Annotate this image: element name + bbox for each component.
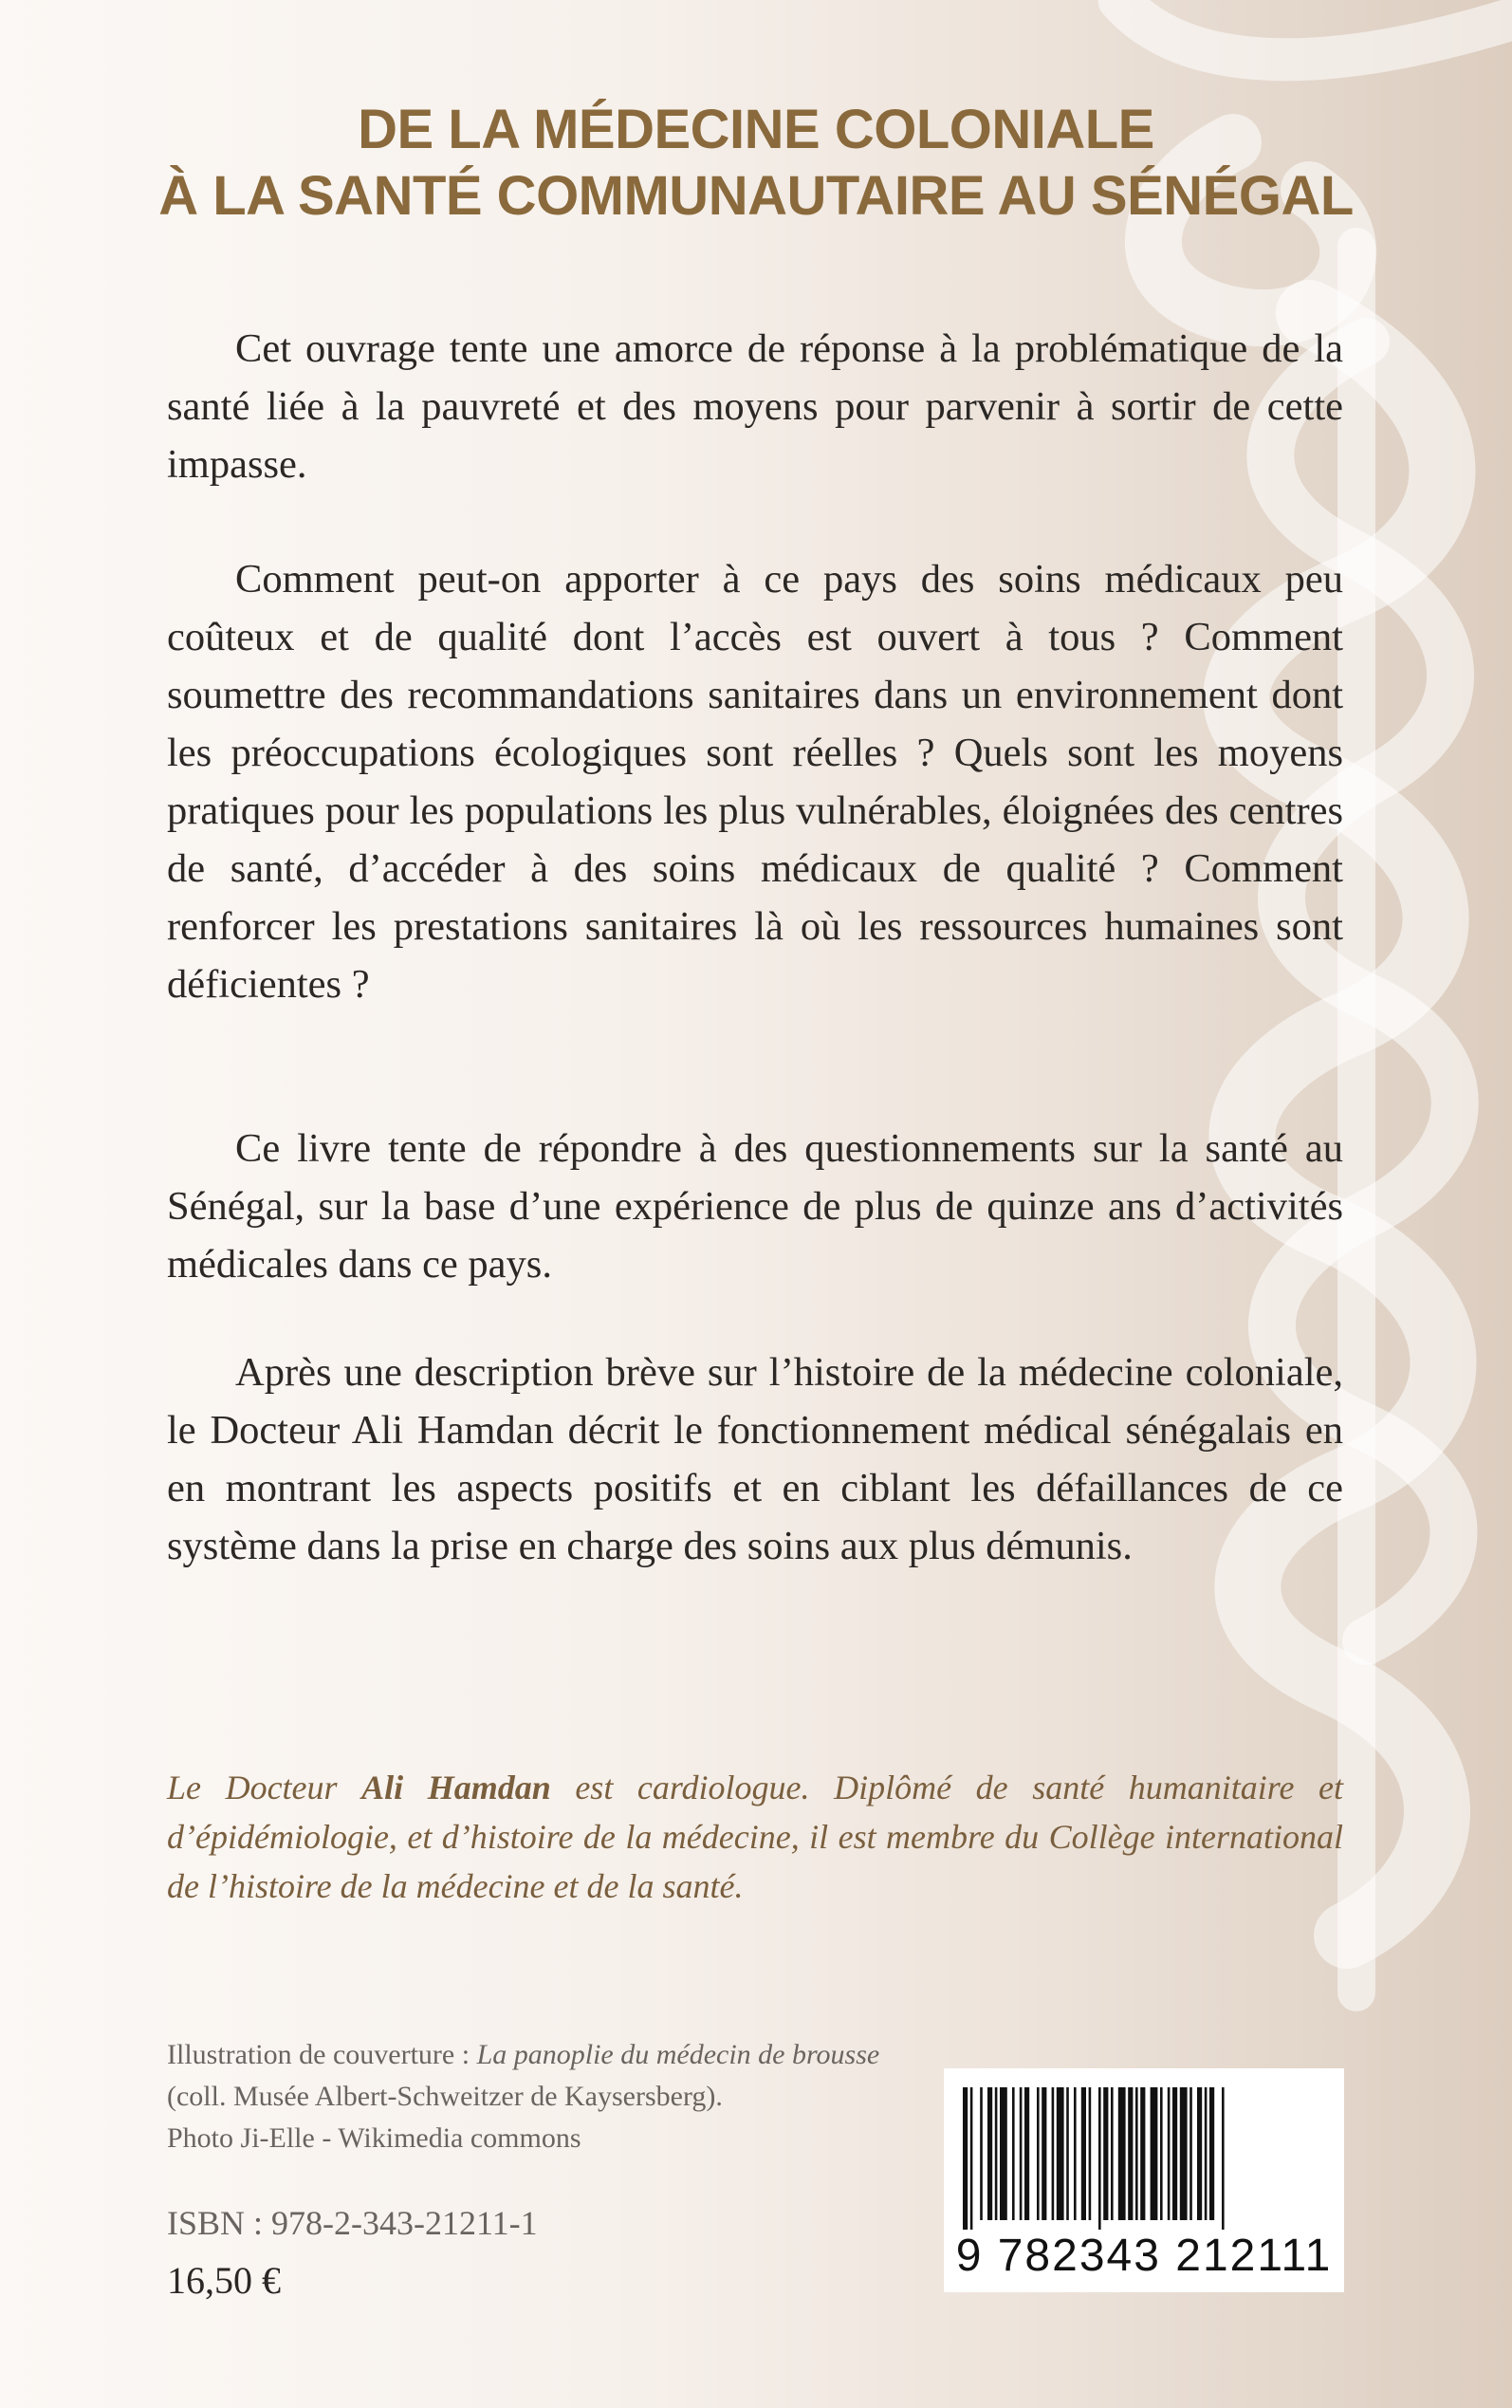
barcode-bar bbox=[1037, 2087, 1040, 2220]
barcode-bar bbox=[1111, 2087, 1114, 2220]
barcode-bar bbox=[1042, 2087, 1046, 2220]
isbn: ISBN : 978-2-343-21211-1 bbox=[167, 2204, 538, 2242]
barcode-bar bbox=[1209, 2087, 1214, 2220]
barcode-bar bbox=[1118, 2087, 1126, 2220]
barcode-bar bbox=[1103, 2087, 1108, 2220]
paragraph-1-text: Cet ouvrage tente une amorce de réponse à la problématique de la santé liée à la pauvreté et des moyens pour parvenir à sortir de cette impasse. bbox=[167, 326, 1343, 487]
barcode-bar bbox=[1222, 2087, 1225, 2230]
paragraph-4 bbox=[167, 1343, 1343, 1575]
barcode-bar bbox=[1081, 2087, 1086, 2220]
barcode-bar bbox=[995, 2087, 998, 2220]
title-line-1: DE LA MÉDECINE COLONIALE bbox=[358, 99, 1154, 160]
paragraph-4-text: Après une description brève sur l’histoire de la médecine coloniale, le Docteur Ali Hamdan décrit le fonctionnement médical sénégalais en en montrant les aspects positifs et en ciblant les défaillances de ce système dans la prise en charge des soins aux plus démunis. bbox=[167, 1350, 1343, 1568]
barcode-bar bbox=[1066, 2087, 1069, 2220]
barcode-bar bbox=[987, 2087, 992, 2220]
title-line-2: À LA SANTÉ COMMUNAUTAIRE AU SÉNÉGAL bbox=[158, 165, 1354, 227]
paragraph-3-text: Ce livre tente de répondre à des questionnements sur la santé au Sénégal, sur la base d’une expérience de plus de quinze ans d’activités médicales dans ce pays. bbox=[167, 1126, 1343, 1287]
barcode-bar bbox=[980, 2087, 983, 2220]
barcode-bar bbox=[1098, 2087, 1101, 2230]
barcode-bar bbox=[1189, 2087, 1192, 2220]
barcode-bar bbox=[970, 2087, 973, 2230]
barcode-bar bbox=[1020, 2087, 1023, 2220]
paragraph-2 bbox=[167, 550, 1343, 1013]
credits-work-title: La panoplie du médecin de brousse bbox=[476, 2039, 880, 2070]
author-bio bbox=[167, 1763, 1343, 1911]
barcode-digits: 9 782343 212111 bbox=[955, 2231, 1333, 2281]
barcode-bar bbox=[1197, 2087, 1202, 2220]
barcode bbox=[944, 2068, 1344, 2292]
credits-photo: Photo Ji-Elle - Wikimedia commons bbox=[167, 2122, 581, 2154]
barcode-bar bbox=[1151, 2087, 1158, 2220]
barcode-bar bbox=[1057, 2087, 1064, 2220]
barcode-bar bbox=[1160, 2087, 1163, 2220]
barcode-bar bbox=[1172, 2087, 1177, 2220]
barcode-bar bbox=[1052, 2087, 1055, 2220]
barcode-bar bbox=[1000, 2087, 1007, 2220]
barcode-bar bbox=[1128, 2087, 1133, 2220]
barcode-bar bbox=[1012, 2087, 1015, 2220]
author-prefix: Le Docteur bbox=[167, 1769, 362, 1806]
paragraph-2-text: Comment peut-on apporter à ce pays des soins médicaux peu coûteux et de qualité dont l’accès est ouvert à tous ? Comment soumettre des recommandations sanitaires dans un environnement dont les préoccupations écologiques sont réelles ? Quels sont les moyens pratiques pour les populations les plus vulnérables, éloignées des centres de santé, d’accéder à des soins médicaux de qualité ? Comment renforcer les prestations sanitaires là où les ressources humaines sont déficientes ? bbox=[167, 557, 1343, 1007]
barcode-bar bbox=[1074, 2087, 1077, 2220]
paragraph-3 bbox=[167, 1120, 1343, 1293]
barcode-bar bbox=[1089, 2087, 1092, 2220]
barcode-bar bbox=[1140, 2087, 1145, 2220]
credits-collection: (coll. Musée Albert-Schweitzer de Kaysersberg). bbox=[167, 2081, 723, 2112]
cover-credits bbox=[167, 2034, 945, 2159]
paragraph-1 bbox=[167, 320, 1343, 493]
barcode-bar bbox=[1135, 2087, 1138, 2220]
barcode-bar bbox=[1024, 2087, 1029, 2220]
barcode-bar bbox=[963, 2087, 968, 2230]
author-name: Ali Hamdan bbox=[361, 1769, 551, 1806]
barcode-bars-icon bbox=[957, 2087, 1331, 2230]
price: 16,50 € bbox=[167, 2259, 281, 2302]
author-bio-text: est cardiologue. Diplômé de santé humanitaire et d’épidémiologie, et d’histoire de la médecine, il est membre du Collège international de l’histoire de la médecine et de la santé. bbox=[167, 1769, 1343, 1905]
barcode-bar bbox=[1180, 2087, 1188, 2220]
barcode-bar bbox=[1205, 2087, 1208, 2220]
credits-label: Illustration de couverture : bbox=[167, 2039, 477, 2070]
barcode-bar bbox=[1168, 2087, 1171, 2220]
